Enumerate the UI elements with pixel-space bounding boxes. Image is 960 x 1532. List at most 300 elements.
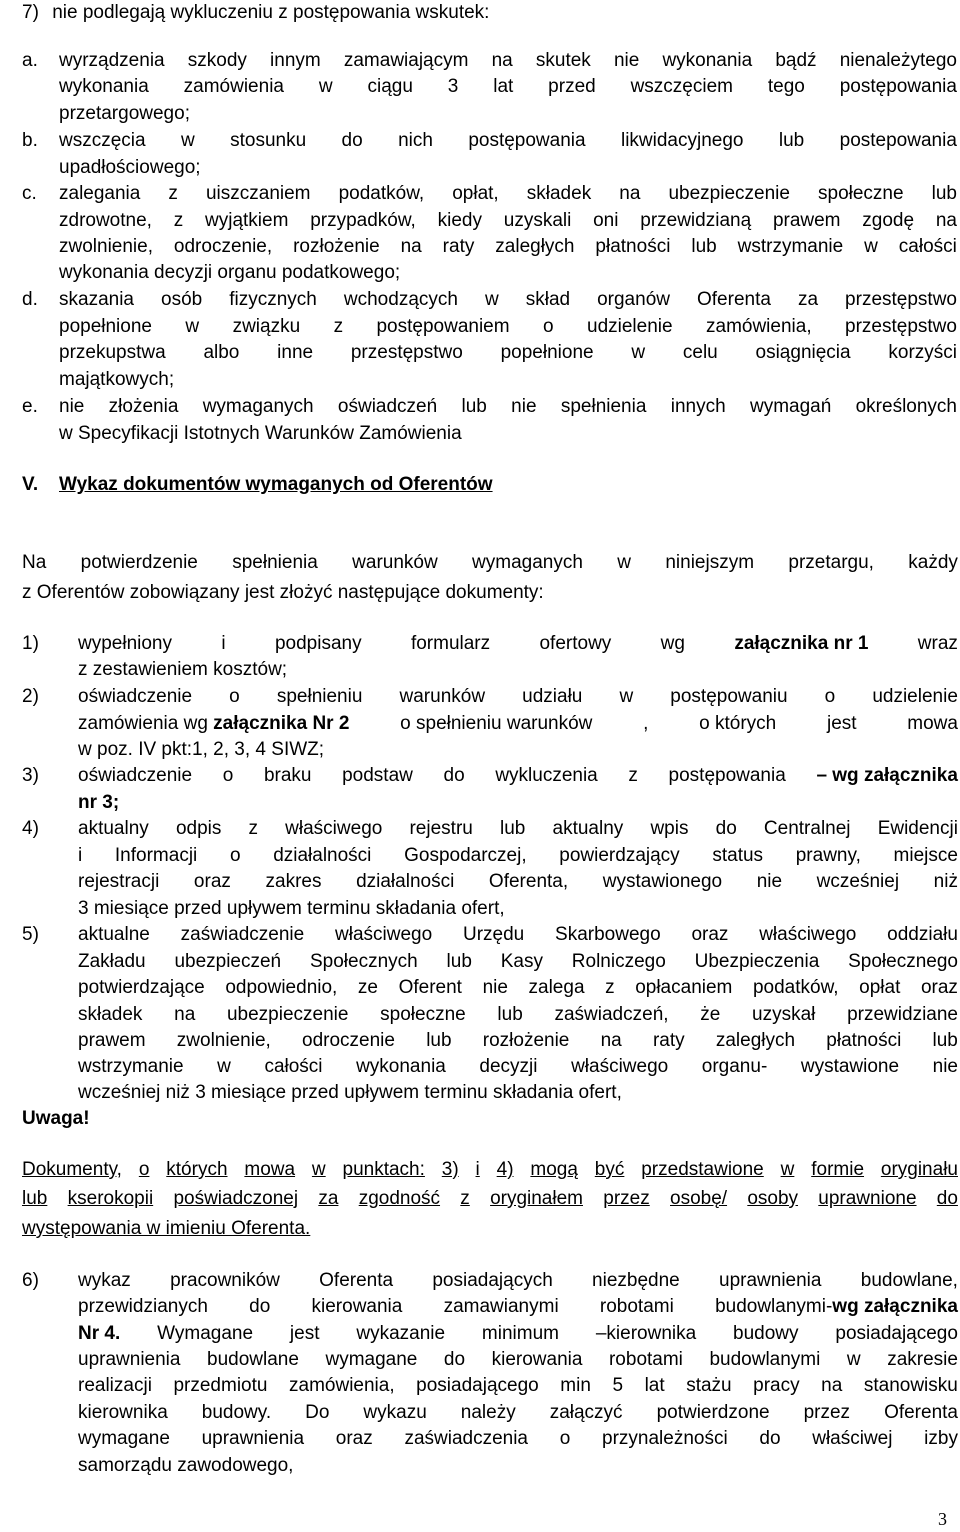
word: zaległych — [715, 1030, 796, 1051]
word: oświadczenie — [78, 765, 193, 786]
word: popełnione — [500, 342, 594, 363]
word: że — [700, 1004, 721, 1025]
word: podstaw — [342, 765, 413, 786]
word: realizacji — [78, 1375, 152, 1396]
word: mowa — [907, 713, 958, 734]
word: nie — [511, 396, 537, 417]
word: niniejszym — [665, 552, 755, 573]
item-line — [59, 128, 957, 154]
word: odpis — [175, 818, 222, 839]
word: społeczne — [818, 183, 904, 204]
doc-3-line-2: nr 3; — [78, 792, 120, 813]
word: min — [560, 1375, 591, 1396]
word: złożenia — [108, 396, 179, 417]
word: poświadczonej — [173, 1188, 299, 1209]
word: mowa — [244, 1159, 296, 1180]
word: postępowania — [668, 765, 786, 786]
word: do — [443, 765, 465, 786]
word: rozłożenie — [293, 236, 380, 257]
word: do — [936, 1188, 958, 1209]
word: wykazanie — [356, 1323, 446, 1344]
word: Oferenta — [884, 1402, 958, 1423]
word: zdrowotne, — [59, 210, 152, 231]
word: z — [168, 183, 178, 204]
word: raty — [652, 1030, 685, 1051]
word: przetargu, — [788, 552, 874, 573]
word: zamówienia, — [706, 316, 812, 337]
word: na — [400, 236, 422, 257]
word: Rolniczego — [571, 951, 666, 972]
word: z — [460, 1188, 470, 1209]
word: wyjątkiem — [205, 210, 289, 231]
word: aktualny — [552, 818, 624, 839]
word: osób — [161, 289, 203, 310]
word: inne — [277, 342, 314, 363]
word: wykonania — [59, 76, 149, 97]
word: osobę/ — [670, 1188, 728, 1209]
word: status — [712, 845, 764, 866]
word: na — [491, 50, 513, 71]
word: posiadającego — [416, 1375, 539, 1396]
word: przestępstwo — [350, 342, 463, 363]
word: innym — [270, 50, 321, 71]
word: wykonania — [662, 50, 753, 71]
word: pracowników — [170, 1270, 280, 1291]
item-line — [59, 48, 957, 74]
word: zaległych — [495, 236, 575, 257]
word: budowlane — [207, 1349, 299, 1370]
bold-ref: wg załącznika — [832, 1296, 958, 1317]
word: właściwego — [571, 1056, 669, 1077]
word: płatności — [595, 236, 671, 257]
word: wykonania — [356, 1056, 446, 1077]
word: celu — [682, 342, 718, 363]
word: w — [846, 1349, 861, 1370]
word: ciągu — [367, 76, 413, 97]
section-heading — [22, 472, 38, 498]
word: nie — [59, 396, 85, 417]
word: działalności — [273, 845, 372, 866]
word: 5 — [612, 1375, 624, 1396]
word: o — [229, 845, 241, 866]
item-marker: c. — [22, 183, 37, 204]
word: w — [780, 1159, 795, 1180]
word: uprawnienia — [719, 1270, 822, 1291]
word: punktach: — [342, 1159, 425, 1180]
word: należy — [460, 1402, 516, 1423]
item-line — [59, 74, 957, 100]
word: oraz — [691, 924, 729, 945]
word: i — [475, 1159, 480, 1180]
word: udzielenie — [587, 316, 673, 337]
word: wszczęciem — [630, 76, 733, 97]
doc-5-line — [78, 1054, 958, 1080]
word: całości — [898, 236, 957, 257]
word: minimum — [481, 1323, 559, 1344]
word: o — [222, 765, 234, 786]
word: szkody — [187, 50, 247, 71]
word: Na — [22, 552, 47, 573]
word: opłat — [859, 977, 901, 998]
word: w — [619, 686, 634, 707]
word: robotami — [608, 1349, 683, 1370]
word: lub — [691, 236, 717, 257]
word: oraz — [920, 977, 958, 998]
word: społeczne — [380, 1004, 466, 1025]
word: właściwej — [812, 1428, 893, 1449]
word: budowlane, — [860, 1270, 958, 1291]
word: zgodność — [358, 1188, 441, 1209]
item-line: w Specyfikacji Istotnych Warunków Zamówienia — [59, 423, 462, 444]
word: których — [166, 1159, 228, 1180]
word: właściwego — [285, 818, 383, 839]
word: zakres — [265, 871, 322, 892]
word: przez — [803, 1402, 851, 1423]
word: lub — [932, 1030, 958, 1051]
word: w — [185, 316, 200, 337]
word: jest — [289, 1323, 320, 1344]
word: oświadczeń — [337, 396, 438, 417]
word: 3) — [441, 1159, 459, 1180]
doc-4-line — [78, 869, 958, 895]
page-number: 3 — [938, 1509, 947, 1529]
word: jest — [826, 713, 857, 734]
word: o spełnieniu warunków — [400, 713, 593, 734]
word: skład — [525, 289, 571, 310]
word: ze — [357, 977, 378, 998]
word: przypadków, — [310, 210, 416, 231]
word: przez — [603, 1188, 650, 1209]
word: udziału — [522, 686, 583, 707]
word: Ubezpieczenia — [694, 951, 820, 972]
word: skazania — [59, 289, 134, 310]
item-line — [59, 287, 957, 313]
doc-6-line — [78, 1400, 958, 1426]
word: postępowaniu — [670, 686, 788, 707]
intro-line-1 — [22, 550, 958, 576]
uwaga-line-3: występowania w imieniu Oferenta. — [22, 1218, 311, 1239]
item-line: upadłościowego; — [59, 157, 201, 178]
word: oryginałem — [490, 1188, 583, 1209]
word: albo — [203, 342, 240, 363]
word: kierowania — [491, 1349, 583, 1370]
word: właściwego — [759, 924, 857, 945]
word: nie — [613, 50, 640, 71]
word: załączyć — [549, 1402, 623, 1423]
word: nie — [482, 977, 508, 998]
word: wchodzących — [343, 289, 458, 310]
doc-number: 2) — [22, 686, 39, 707]
word: prawny, — [795, 845, 861, 866]
word: uiszczaniem — [205, 183, 311, 204]
doc-number: 6) — [22, 1270, 39, 1291]
word: Informacji — [114, 845, 198, 866]
word: budowy. — [201, 1402, 272, 1423]
word: wcześniej — [816, 871, 900, 892]
item-marker: e. — [22, 396, 38, 417]
word: składek — [78, 1004, 143, 1025]
word: popełnione — [59, 316, 152, 337]
uwaga-label: Uwaga! — [22, 1108, 90, 1129]
word: niż — [933, 871, 958, 892]
section-title: Wykaz dokumentów wymaganych od Oferentów — [59, 474, 493, 495]
word: decyzji — [479, 1056, 538, 1077]
word: formie — [811, 1159, 865, 1180]
word: potwierdzenie — [80, 552, 198, 573]
word: lat — [493, 76, 514, 97]
word: rejestru — [409, 818, 473, 839]
word: przestępstwo — [845, 316, 957, 337]
word: każdy — [908, 552, 958, 573]
word: wyrządzenia — [59, 50, 165, 71]
word: fizycznych — [229, 289, 317, 310]
word: określonych — [855, 396, 957, 417]
word: wymagane — [78, 1428, 170, 1449]
word: za — [318, 1188, 339, 1209]
word: mogą — [530, 1159, 578, 1180]
item-marker: a. — [22, 50, 38, 71]
word: na — [619, 183, 641, 204]
word: wg — [660, 633, 685, 654]
word: lub — [446, 951, 472, 972]
word: na — [821, 1375, 843, 1396]
doc-3-line-1 — [78, 763, 958, 789]
item-line — [59, 234, 957, 260]
word: Wymagane — [157, 1323, 254, 1344]
word: wpis — [650, 818, 689, 839]
word: prawem — [78, 1030, 146, 1051]
word: Dokumenty, — [22, 1159, 122, 1180]
word: bądź — [775, 50, 817, 71]
word: uzyskali — [503, 210, 572, 231]
word: likwidacyjnego — [620, 130, 744, 151]
word: zaświadczenia — [404, 1428, 529, 1449]
word: – wg załącznika — [816, 765, 958, 786]
word: o których — [699, 713, 777, 734]
word: opłacaniem — [635, 977, 733, 998]
word: o — [543, 316, 554, 337]
word: przewidzianych — [78, 1296, 208, 1317]
word: lub — [931, 183, 957, 204]
item-line — [59, 394, 957, 420]
word: wypełniony — [78, 633, 172, 654]
item-line: przetargowego; — [59, 103, 190, 124]
word: o — [229, 686, 240, 707]
word: innych — [670, 396, 726, 417]
word: z — [333, 316, 344, 337]
word: spełnieniu — [276, 686, 363, 707]
doc-5-line — [78, 975, 958, 1001]
word: Skarbowego — [555, 924, 661, 945]
doc-6-line — [78, 1373, 958, 1399]
word: przedmiotu — [173, 1375, 268, 1396]
word: płatności — [826, 1030, 902, 1051]
word: formularz — [410, 633, 491, 654]
word: oddziału — [887, 924, 958, 945]
word: prawem — [772, 210, 841, 231]
item-line — [59, 314, 957, 340]
doc-5-line: wcześniej niż 3 miesiące przed upływem terminu składania ofert, — [78, 1082, 622, 1103]
doc-5-line — [78, 1002, 958, 1028]
word: ubezpieczenie — [668, 183, 790, 204]
word: przewidzianą — [640, 210, 752, 231]
word: zwolnienie, — [59, 236, 153, 257]
doc-6-line-2 — [78, 1294, 958, 1320]
word: potwierdzone — [656, 1402, 770, 1423]
word: przedstawione — [641, 1159, 764, 1180]
word: Oferent — [398, 977, 462, 998]
word: właściwego — [335, 924, 433, 945]
word: postępowania — [839, 76, 957, 97]
word: postepowania — [839, 130, 957, 151]
word: wymaganych — [472, 552, 583, 573]
item-marker: b. — [22, 130, 38, 151]
doc-5-line — [78, 949, 958, 975]
word: kiedy — [437, 210, 482, 231]
word: zalegania — [59, 183, 141, 204]
word: do — [443, 1349, 466, 1370]
word: oraz — [335, 1428, 373, 1449]
word: Oferenta, — [488, 871, 569, 892]
word: odpowiednio, — [225, 977, 338, 998]
section-number: V. — [22, 474, 39, 495]
item-line: wykonania decyzji organu podatkowego; — [59, 262, 401, 283]
word: z — [248, 818, 259, 839]
word: zamawianymi — [443, 1296, 559, 1317]
word: związku — [232, 316, 301, 337]
word: spełnienia — [232, 552, 318, 573]
word: uprawnienia — [201, 1428, 305, 1449]
doc-4-line — [78, 816, 958, 842]
intro-line-2: z Oferentów zobowiązany jest złożyć następujące dokumenty: — [22, 582, 544, 603]
word: i — [221, 633, 226, 654]
item-line — [59, 340, 957, 366]
word: na — [600, 1030, 622, 1051]
word: zaświadczenie — [180, 924, 305, 945]
doc-2-line-3: w poz. IV pkt:1, 2, 3, 4 SIWZ; — [78, 739, 325, 760]
doc-6-line-3 — [78, 1321, 958, 1347]
doc-number: 4) — [22, 818, 39, 839]
word: lub — [497, 1004, 523, 1025]
word: zakresie — [887, 1349, 958, 1370]
word: Urzędu — [462, 924, 525, 945]
doc-6-line — [78, 1347, 958, 1373]
word: wystawionego — [602, 871, 723, 892]
word: do — [715, 818, 737, 839]
word: odroczenie — [302, 1030, 395, 1051]
word: wymaganych — [202, 396, 314, 417]
word: warunków — [399, 686, 486, 707]
word: lub — [426, 1030, 452, 1051]
word: składek — [526, 183, 592, 204]
word: i — [78, 845, 83, 866]
doc-number: 3) — [22, 765, 39, 786]
word: kierownika — [78, 1402, 168, 1423]
item-line — [59, 181, 957, 207]
word: w — [484, 289, 499, 310]
doc-number: 5) — [22, 924, 39, 945]
word: ubezpieczeń — [174, 951, 282, 972]
word: przestępstwo — [845, 289, 957, 310]
word: Kasy — [500, 951, 543, 972]
doc-5-line — [78, 1028, 958, 1054]
word: Ewidencji — [877, 818, 958, 839]
word: oświadczenie — [78, 686, 193, 707]
word: rejestracji — [78, 871, 160, 892]
word: rozłożenie — [482, 1030, 570, 1051]
word: izby — [924, 1428, 958, 1449]
word: do — [759, 1428, 781, 1449]
word: Społecznych — [309, 951, 418, 972]
word: zalega — [528, 977, 585, 998]
word: potwierdzające — [78, 977, 205, 998]
doc-6-line-1 — [78, 1268, 958, 1294]
word: nie — [756, 871, 783, 892]
word: przed — [548, 76, 596, 97]
word: pracy — [753, 1375, 800, 1396]
word: uprawnienia — [78, 1349, 181, 1370]
word: raty — [442, 236, 475, 257]
word: –kierownika — [595, 1323, 697, 1344]
word: wykazu — [363, 1402, 427, 1423]
doc-6-line: samorządu zawodowego, — [78, 1455, 294, 1476]
word: niezbędne — [592, 1270, 680, 1291]
word: całości — [264, 1056, 323, 1077]
word: w — [617, 552, 632, 573]
word: z — [628, 765, 638, 786]
word: na — [935, 210, 957, 231]
word: podpisany — [274, 633, 362, 654]
word: z — [605, 977, 615, 998]
word: w — [217, 1056, 231, 1077]
word: przewidziane — [847, 1004, 958, 1025]
item-7 — [22, 0, 489, 26]
word: wstrzymanie — [78, 1056, 184, 1077]
word: oni — [593, 210, 619, 231]
word: osiągnięcia — [755, 342, 851, 363]
item-line: majątkowych; — [59, 369, 175, 390]
word: w — [311, 1159, 326, 1180]
word: odroczenie, — [173, 236, 273, 257]
word: Społecznego — [848, 951, 958, 972]
word: stażu — [686, 1375, 732, 1396]
word: wraz — [917, 633, 958, 654]
word: organów — [597, 289, 670, 310]
word: osoby — [747, 1188, 799, 1209]
word: podatków, — [752, 977, 839, 998]
word: wstrzymanie — [737, 236, 844, 257]
item-line — [59, 208, 957, 234]
doc-6-line — [78, 1426, 958, 1452]
item-7-text: nie podlegają wykluczeniu z postępowania wskutek: — [52, 2, 490, 23]
uwaga-line-1 — [22, 1157, 958, 1183]
word: Oferenta — [319, 1270, 394, 1291]
word: opłat, — [452, 183, 499, 204]
word: nie — [932, 1056, 958, 1077]
word: korzyści — [888, 342, 957, 363]
word: robotami — [599, 1296, 674, 1317]
word: załącznika nr 1 — [734, 633, 869, 654]
word: z — [173, 210, 184, 231]
item-7-number: 7) — [22, 2, 39, 23]
word: warunków — [352, 552, 438, 573]
word: lat — [644, 1375, 665, 1396]
word: ubezpieczenie — [226, 1004, 349, 1025]
word: zamówienia wg załącznika Nr 2 — [78, 713, 350, 734]
word: zwolnienie, — [176, 1030, 271, 1051]
word: uprawnione — [818, 1188, 917, 1209]
word: być — [594, 1159, 625, 1180]
